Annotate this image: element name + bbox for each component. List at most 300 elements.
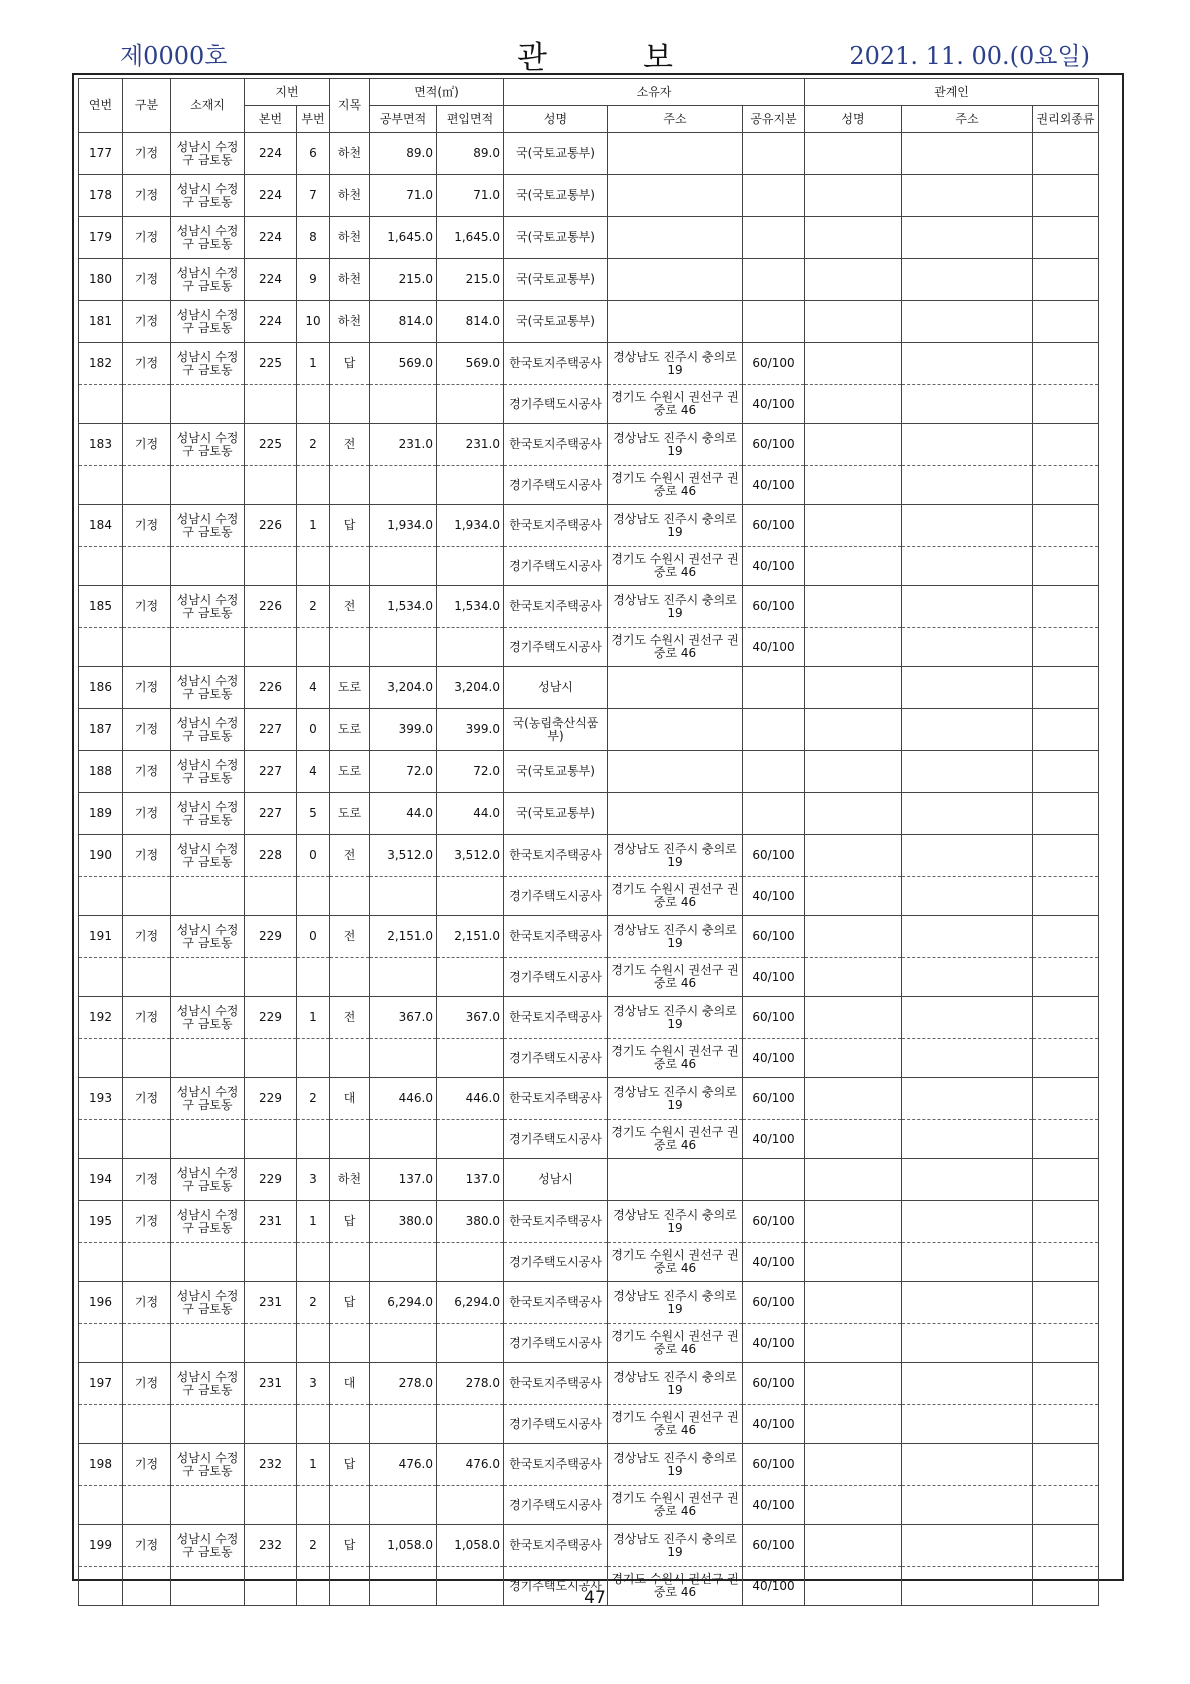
cell-rel-address <box>902 424 1033 466</box>
cell-main-no <box>245 1324 297 1363</box>
cell-public-area <box>370 877 437 916</box>
cell-location: 성남시 수정구 금토동 <box>171 586 245 628</box>
cell-rel-right <box>1033 751 1099 793</box>
table-row <box>79 1078 1099 1120</box>
cell-rel-name <box>805 709 902 751</box>
cell-owner-name: 한국토지주택공사 <box>504 424 608 466</box>
cell-sub-no <box>297 1039 330 1078</box>
cell-seq: 189 <box>79 793 123 835</box>
cell-category <box>330 466 370 505</box>
cell-owner-address: 경상남도 진주시 충의로 19 <box>608 343 743 385</box>
cell-owner-name: 경기주택도시공사 <box>504 385 608 424</box>
cell-category: 전 <box>330 835 370 877</box>
cell-incorporated-area: 3,204.0 <box>437 667 504 709</box>
cell-rel-name <box>805 628 902 667</box>
cell-public-area: 71.0 <box>370 175 437 217</box>
cell-incorporated-area: 399.0 <box>437 709 504 751</box>
cell-share: 60/100 <box>743 1201 805 1243</box>
col-rel-address: 주소 <box>902 106 1033 133</box>
cell-rel-right <box>1033 835 1099 877</box>
cell-rel-address <box>902 1486 1033 1525</box>
cell-main-no: 231 <box>245 1282 297 1324</box>
cell-rel-right <box>1033 1324 1099 1363</box>
cell-owner-name: 한국토지주택공사 <box>504 586 608 628</box>
cell-rel-address <box>902 751 1033 793</box>
cell-rel-right <box>1033 505 1099 547</box>
issue-number: 제0000호 <box>120 42 228 70</box>
cell-main-no <box>245 547 297 586</box>
cell-public-area <box>370 547 437 586</box>
cell-sub-no: 4 <box>297 751 330 793</box>
cell-rel-name <box>805 175 902 217</box>
cell-share: 40/100 <box>743 1486 805 1525</box>
cell-incorporated-area: 1,058.0 <box>437 1525 504 1567</box>
cell-public-area: 3,204.0 <box>370 667 437 709</box>
cell-rel-address <box>902 877 1033 916</box>
col-public-area: 공부면적 <box>370 106 437 133</box>
table-row <box>79 1120 1099 1159</box>
cell-share: 40/100 <box>743 1243 805 1282</box>
cell-owner-address: 경기도 수원시 권선구 권중로 46 <box>608 628 743 667</box>
cell-public-area <box>370 628 437 667</box>
cell-public-area: 3,512.0 <box>370 835 437 877</box>
cell-location <box>171 1120 245 1159</box>
cell-seq: 184 <box>79 505 123 547</box>
cell-public-area <box>370 1120 437 1159</box>
cell-sub-no: 0 <box>297 709 330 751</box>
cell-share: 40/100 <box>743 547 805 586</box>
cell-rel-name <box>805 547 902 586</box>
cell-rel-right <box>1033 709 1099 751</box>
cell-type: 기정 <box>123 709 171 751</box>
cell-public-area: 278.0 <box>370 1363 437 1405</box>
cell-type: 기정 <box>123 586 171 628</box>
col-owner-name: 성명 <box>504 106 608 133</box>
cell-seq <box>79 628 123 667</box>
cell-owner-name: 국(국토교통부) <box>504 259 608 301</box>
cell-type: 기정 <box>123 1282 171 1324</box>
cell-sub-no: 2 <box>297 1078 330 1120</box>
cell-sub-no: 0 <box>297 916 330 958</box>
cell-rel-right <box>1033 466 1099 505</box>
cell-owner-address <box>608 751 743 793</box>
cell-share: 40/100 <box>743 1405 805 1444</box>
cell-public-area <box>370 1039 437 1078</box>
table-row <box>79 751 1099 793</box>
cell-rel-address <box>902 916 1033 958</box>
cell-owner-address: 경상남도 진주시 충의로 19 <box>608 835 743 877</box>
cell-category: 하천 <box>330 217 370 259</box>
cell-main-no: 232 <box>245 1525 297 1567</box>
cell-owner-name: 성남시 <box>504 1159 608 1201</box>
table-row <box>79 466 1099 505</box>
cell-location: 성남시 수정구 금토동 <box>171 667 245 709</box>
cell-main-no <box>245 877 297 916</box>
table-row <box>79 505 1099 547</box>
cell-sub-no: 7 <box>297 175 330 217</box>
cell-type <box>123 385 171 424</box>
cell-type <box>123 1120 171 1159</box>
cell-main-no <box>245 385 297 424</box>
cell-seq: 185 <box>79 586 123 628</box>
cell-owner-address: 경기도 수원시 권선구 권중로 46 <box>608 1405 743 1444</box>
cell-owner-address: 경기도 수원시 권선구 권중로 46 <box>608 877 743 916</box>
cell-share: 40/100 <box>743 1120 805 1159</box>
table-row <box>79 1039 1099 1078</box>
cell-type: 기정 <box>123 1525 171 1567</box>
cell-sub-no <box>297 877 330 916</box>
cell-seq <box>79 1039 123 1078</box>
cell-type: 기정 <box>123 1201 171 1243</box>
cell-location: 성남시 수정구 금토동 <box>171 751 245 793</box>
cell-location: 성남시 수정구 금토동 <box>171 1282 245 1324</box>
cell-main-no: 231 <box>245 1201 297 1243</box>
cell-owner-address <box>608 217 743 259</box>
cell-rel-right <box>1033 343 1099 385</box>
cell-share <box>743 793 805 835</box>
cell-seq: 190 <box>79 835 123 877</box>
cell-owner-name: 국(농림축산식품부) <box>504 709 608 751</box>
cell-rel-address <box>902 586 1033 628</box>
table-row <box>79 343 1099 385</box>
cell-rel-address <box>902 1078 1033 1120</box>
cell-rel-address <box>902 1201 1033 1243</box>
cell-seq: 187 <box>79 709 123 751</box>
cell-type: 기정 <box>123 301 171 343</box>
cell-rel-address <box>902 1159 1033 1201</box>
cell-owner-address <box>608 175 743 217</box>
cell-owner-name: 한국토지주택공사 <box>504 1078 608 1120</box>
cell-owner-address: 경상남도 진주시 충의로 19 <box>608 1201 743 1243</box>
cell-rel-name <box>805 1243 902 1282</box>
cell-rel-address <box>902 259 1033 301</box>
cell-public-area: 72.0 <box>370 751 437 793</box>
cell-rel-name <box>805 1444 902 1486</box>
cell-owner-address: 경상남도 진주시 충의로 19 <box>608 586 743 628</box>
cell-share: 60/100 <box>743 424 805 466</box>
cell-location: 성남시 수정구 금토동 <box>171 1159 245 1201</box>
cell-rel-right <box>1033 301 1099 343</box>
cell-main-no: 231 <box>245 1363 297 1405</box>
cell-rel-right <box>1033 997 1099 1039</box>
cell-location: 성남시 수정구 금토동 <box>171 301 245 343</box>
cell-rel-address <box>902 133 1033 175</box>
table-row <box>79 1243 1099 1282</box>
cell-incorporated-area: 71.0 <box>437 175 504 217</box>
cell-owner-name: 경기주택도시공사 <box>504 958 608 997</box>
cell-seq <box>79 958 123 997</box>
cell-owner-address <box>608 259 743 301</box>
cell-incorporated-area: 814.0 <box>437 301 504 343</box>
cell-rel-name <box>805 667 902 709</box>
cell-owner-name: 한국토지주택공사 <box>504 1282 608 1324</box>
cell-rel-address <box>902 1243 1033 1282</box>
cell-seq <box>79 466 123 505</box>
cell-rel-address <box>902 301 1033 343</box>
cell-rel-name <box>805 586 902 628</box>
cell-location: 성남시 수정구 금토동 <box>171 505 245 547</box>
cell-owner-address: 경기도 수원시 권선구 권중로 46 <box>608 1120 743 1159</box>
cell-public-area: 215.0 <box>370 259 437 301</box>
cell-rel-address <box>902 343 1033 385</box>
cell-owner-name: 국(국토교통부) <box>504 217 608 259</box>
cell-seq: 186 <box>79 667 123 709</box>
cell-rel-name <box>805 1120 902 1159</box>
cell-seq: 192 <box>79 997 123 1039</box>
cell-incorporated-area: 215.0 <box>437 259 504 301</box>
cell-category: 하천 <box>330 301 370 343</box>
cell-owner-name: 경기주택도시공사 <box>504 1039 608 1078</box>
cell-owner-address: 경기도 수원시 권선구 권중로 46 <box>608 1567 743 1606</box>
cell-seq: 198 <box>79 1444 123 1486</box>
cell-rel-right <box>1033 424 1099 466</box>
cell-seq: 196 <box>79 1282 123 1324</box>
cell-public-area: 399.0 <box>370 709 437 751</box>
cell-share <box>743 217 805 259</box>
cell-main-no: 229 <box>245 1078 297 1120</box>
cell-owner-name: 경기주택도시공사 <box>504 1324 608 1363</box>
cell-sub-no <box>297 385 330 424</box>
cell-rel-right <box>1033 1405 1099 1444</box>
cell-seq: 183 <box>79 424 123 466</box>
cell-sub-no <box>297 1324 330 1363</box>
cell-rel-right <box>1033 667 1099 709</box>
cell-owner-address <box>608 709 743 751</box>
cell-location: 성남시 수정구 금토동 <box>171 997 245 1039</box>
cell-owner-address: 경상남도 진주시 충의로 19 <box>608 1444 743 1486</box>
cell-sub-no: 1 <box>297 997 330 1039</box>
cell-location: 성남시 수정구 금토동 <box>171 343 245 385</box>
cell-rel-name <box>805 1525 902 1567</box>
page-number: 47 <box>584 1588 606 1608</box>
table-row <box>79 1363 1099 1405</box>
cell-owner-address: 경상남도 진주시 충의로 19 <box>608 1078 743 1120</box>
cell-owner-address <box>608 667 743 709</box>
table-row <box>79 175 1099 217</box>
cell-main-no <box>245 958 297 997</box>
cell-incorporated-area: 89.0 <box>437 133 504 175</box>
cell-public-area: 6,294.0 <box>370 1282 437 1324</box>
cell-seq: 180 <box>79 259 123 301</box>
cell-owner-address: 경기도 수원시 권선구 권중로 46 <box>608 1486 743 1525</box>
cell-rel-name <box>805 1201 902 1243</box>
table-row <box>79 667 1099 709</box>
table-row <box>79 586 1099 628</box>
cell-location: 성남시 수정구 금토동 <box>171 424 245 466</box>
cell-sub-no: 1 <box>297 1444 330 1486</box>
cell-main-no: 224 <box>245 217 297 259</box>
cell-owner-name: 국(국토교통부) <box>504 133 608 175</box>
cell-owner-name: 한국토지주택공사 <box>504 505 608 547</box>
cell-sub-no: 3 <box>297 1363 330 1405</box>
cell-category: 하천 <box>330 259 370 301</box>
cell-rel-address <box>902 835 1033 877</box>
col-incorporated-area: 편입면적 <box>437 106 504 133</box>
cell-category: 전 <box>330 586 370 628</box>
cell-main-no <box>245 1405 297 1444</box>
cell-sub-no <box>297 1243 330 1282</box>
cell-rel-right <box>1033 1159 1099 1201</box>
cell-location: 성남시 수정구 금토동 <box>171 793 245 835</box>
cell-main-no <box>245 1039 297 1078</box>
cell-type: 기정 <box>123 835 171 877</box>
cell-owner-name: 경기주택도시공사 <box>504 1405 608 1444</box>
cell-incorporated-area: 476.0 <box>437 1444 504 1486</box>
cell-incorporated-area <box>437 877 504 916</box>
cell-location: 성남시 수정구 금토동 <box>171 1525 245 1567</box>
cell-incorporated-area: 569.0 <box>437 343 504 385</box>
cell-owner-name: 경기주택도시공사 <box>504 877 608 916</box>
cell-category <box>330 1039 370 1078</box>
cell-incorporated-area <box>437 628 504 667</box>
cell-incorporated-area <box>437 1120 504 1159</box>
cell-incorporated-area: 380.0 <box>437 1201 504 1243</box>
cell-owner-address <box>608 133 743 175</box>
cell-share <box>743 667 805 709</box>
cell-incorporated-area: 2,151.0 <box>437 916 504 958</box>
cell-category <box>330 958 370 997</box>
cell-owner-name: 국(국토교통부) <box>504 793 608 835</box>
cell-sub-no <box>297 466 330 505</box>
cell-main-no: 224 <box>245 133 297 175</box>
cell-category <box>330 877 370 916</box>
cell-rel-name <box>805 217 902 259</box>
cell-seq: 177 <box>79 133 123 175</box>
cell-owner-name: 경기주택도시공사 <box>504 1243 608 1282</box>
table-row <box>79 1282 1099 1324</box>
cell-public-area <box>370 466 437 505</box>
cell-main-no: 229 <box>245 1159 297 1201</box>
cell-rel-address <box>902 667 1033 709</box>
cell-share <box>743 259 805 301</box>
cell-owner-name: 국(국토교통부) <box>504 751 608 793</box>
col-location: 소재지 <box>171 79 245 133</box>
cell-share: 60/100 <box>743 505 805 547</box>
cell-owner-name: 성남시 <box>504 667 608 709</box>
cell-type: 기정 <box>123 793 171 835</box>
cell-sub-no: 10 <box>297 301 330 343</box>
cell-rel-address <box>902 1324 1033 1363</box>
cell-seq: 178 <box>79 175 123 217</box>
cell-type: 기정 <box>123 1444 171 1486</box>
cell-main-no: 232 <box>245 1444 297 1486</box>
cell-rel-right <box>1033 1039 1099 1078</box>
cell-public-area <box>370 1486 437 1525</box>
cell-incorporated-area <box>437 1243 504 1282</box>
cell-owner-address: 경기도 수원시 권선구 권중로 46 <box>608 466 743 505</box>
cell-type: 기정 <box>123 343 171 385</box>
cell-main-no: 226 <box>245 586 297 628</box>
cell-seq: 181 <box>79 301 123 343</box>
table-body <box>79 133 1099 1606</box>
cell-incorporated-area: 72.0 <box>437 751 504 793</box>
cell-main-no: 227 <box>245 709 297 751</box>
cell-owner-name: 경기주택도시공사 <box>504 466 608 505</box>
cell-seq: 188 <box>79 751 123 793</box>
cell-rel-right <box>1033 1525 1099 1567</box>
table-row <box>79 793 1099 835</box>
cell-rel-right <box>1033 877 1099 916</box>
cell-owner-name: 한국토지주택공사 <box>504 916 608 958</box>
cell-owner-address: 경상남도 진주시 충의로 19 <box>608 1363 743 1405</box>
cell-incorporated-area: 231.0 <box>437 424 504 466</box>
cell-rel-right <box>1033 958 1099 997</box>
cell-owner-name: 한국토지주택공사 <box>504 1525 608 1567</box>
cell-main-no: 224 <box>245 301 297 343</box>
cell-rel-name <box>805 958 902 997</box>
cell-location <box>171 1243 245 1282</box>
table-row <box>79 835 1099 877</box>
cell-owner-name: 국(국토교통부) <box>504 175 608 217</box>
cell-type <box>123 877 171 916</box>
cell-public-area: 476.0 <box>370 1444 437 1486</box>
table-row <box>79 628 1099 667</box>
cell-sub-no: 8 <box>297 217 330 259</box>
cell-rel-address <box>902 1363 1033 1405</box>
cell-seq: 191 <box>79 916 123 958</box>
table-row <box>79 1486 1099 1525</box>
cell-owner-name: 경기주택도시공사 <box>504 1120 608 1159</box>
table-row <box>79 217 1099 259</box>
cell-type: 기정 <box>123 1363 171 1405</box>
cell-sub-no <box>297 628 330 667</box>
cell-type: 기정 <box>123 751 171 793</box>
cell-rel-address <box>902 1444 1033 1486</box>
cell-location: 성남시 수정구 금토동 <box>171 1201 245 1243</box>
cell-location: 성남시 수정구 금토동 <box>171 133 245 175</box>
cell-owner-name: 한국토지주택공사 <box>504 343 608 385</box>
cell-rel-address <box>902 1525 1033 1567</box>
cell-sub-no <box>297 1405 330 1444</box>
cell-rel-name <box>805 133 902 175</box>
cell-main-no: 229 <box>245 916 297 958</box>
cell-main-no <box>245 628 297 667</box>
cell-incorporated-area <box>437 385 504 424</box>
cell-type <box>123 1486 171 1525</box>
col-related: 관계인 <box>805 79 1099 106</box>
cell-rel-name <box>805 1159 902 1201</box>
cell-owner-name: 한국토지주택공사 <box>504 997 608 1039</box>
cell-rel-address <box>902 1039 1033 1078</box>
cell-type: 기정 <box>123 259 171 301</box>
cell-owner-name: 경기주택도시공사 <box>504 547 608 586</box>
issue-date: 2021. 11. 00.(0요일) <box>849 42 1090 70</box>
cell-rel-name <box>805 1486 902 1525</box>
cell-type <box>123 1405 171 1444</box>
cell-owner-address: 경상남도 진주시 충의로 19 <box>608 997 743 1039</box>
cell-share: 40/100 <box>743 628 805 667</box>
cell-rel-name <box>805 997 902 1039</box>
cell-seq: 193 <box>79 1078 123 1120</box>
cell-share <box>743 301 805 343</box>
cell-rel-address <box>902 466 1033 505</box>
cell-rel-right <box>1033 1243 1099 1282</box>
cell-incorporated-area: 44.0 <box>437 793 504 835</box>
cell-rel-address <box>902 793 1033 835</box>
cell-incorporated-area <box>437 958 504 997</box>
cell-main-no <box>245 1243 297 1282</box>
cell-category <box>330 628 370 667</box>
table-row <box>79 385 1099 424</box>
cell-main-no: 225 <box>245 343 297 385</box>
table-row <box>79 1324 1099 1363</box>
cell-share: 60/100 <box>743 916 805 958</box>
cell-location: 성남시 수정구 금토동 <box>171 916 245 958</box>
col-lot: 지번 <box>245 79 330 106</box>
cell-category <box>330 547 370 586</box>
cell-rel-name <box>805 916 902 958</box>
cell-sub-no: 2 <box>297 1282 330 1324</box>
